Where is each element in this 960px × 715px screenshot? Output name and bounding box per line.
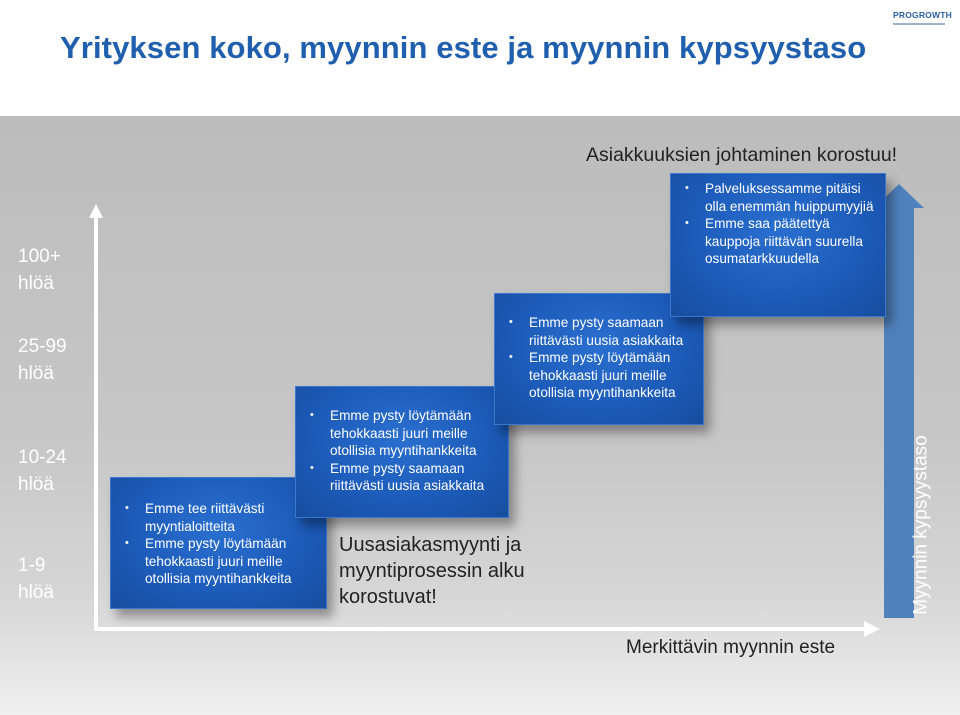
logo-underline	[893, 23, 945, 25]
annotation-top: Asiakkuuksien johtaminen korostuu!	[586, 144, 898, 166]
slide-title: Yrityksen koko, myynnin este ja myynnin kypsyystaso	[60, 30, 867, 65]
step-1-bullet-1: • Emme tee riittävästi myyntialoitteita	[111, 500, 326, 535]
y-level-1-9: 1-9 hlöä	[18, 555, 54, 603]
step-3-bullet-1: • Emme pysty saamaan riittävästi uusia asiakkaita	[495, 314, 703, 349]
annotation-middle: Uusasiakasmyynti ja myyntiprosessin alku korostuvat!	[339, 534, 525, 608]
y-axis-arrowhead	[89, 204, 103, 218]
step-2-bullet-2: • Emme pysty saamaan riittävästi uusia asiakkaita	[296, 460, 508, 495]
annotation-bottom: Merkittävin myynnin este	[626, 637, 836, 658]
progrowth-logo	[893, 8, 952, 30]
y-level-10-24: 10-24 hlöä	[18, 447, 67, 495]
step-3-bullet-2: • Emme pysty löytämään tehokkaasti juuri meille otollisia myyntihankkeita	[495, 349, 703, 402]
step-1-bullet-2: • Emme pysty löytämään tehokkaasti juuri meille otollisia myyntihankkeita	[111, 535, 326, 588]
y-level-25-99: 25-99 hlöä	[18, 336, 67, 384]
y-level-100-plus: 100+ hlöä	[18, 246, 61, 294]
step-box-2	[295, 386, 509, 518]
logo-text: PROGROWTH	[893, 10, 952, 20]
x-axis-arrowhead	[864, 621, 880, 637]
step-4-bullet-1: • Palveluksessamme pitäisi olla enemmän huippumyyjiä	[671, 180, 885, 215]
maturity-label-text: Myynnin kypsyystaso	[910, 435, 932, 615]
maturity-arrow-label	[907, 431, 932, 616]
step-box-4	[670, 173, 886, 317]
step-2-bullet-1: • Emme pysty löytämään tehokkaasti juuri meille otollisia myyntihankkeita	[296, 407, 508, 460]
step-4-bullet-2: • Emme saa päätettyä kauppoja riittävän suurella osumatarkkuudella	[671, 215, 885, 268]
